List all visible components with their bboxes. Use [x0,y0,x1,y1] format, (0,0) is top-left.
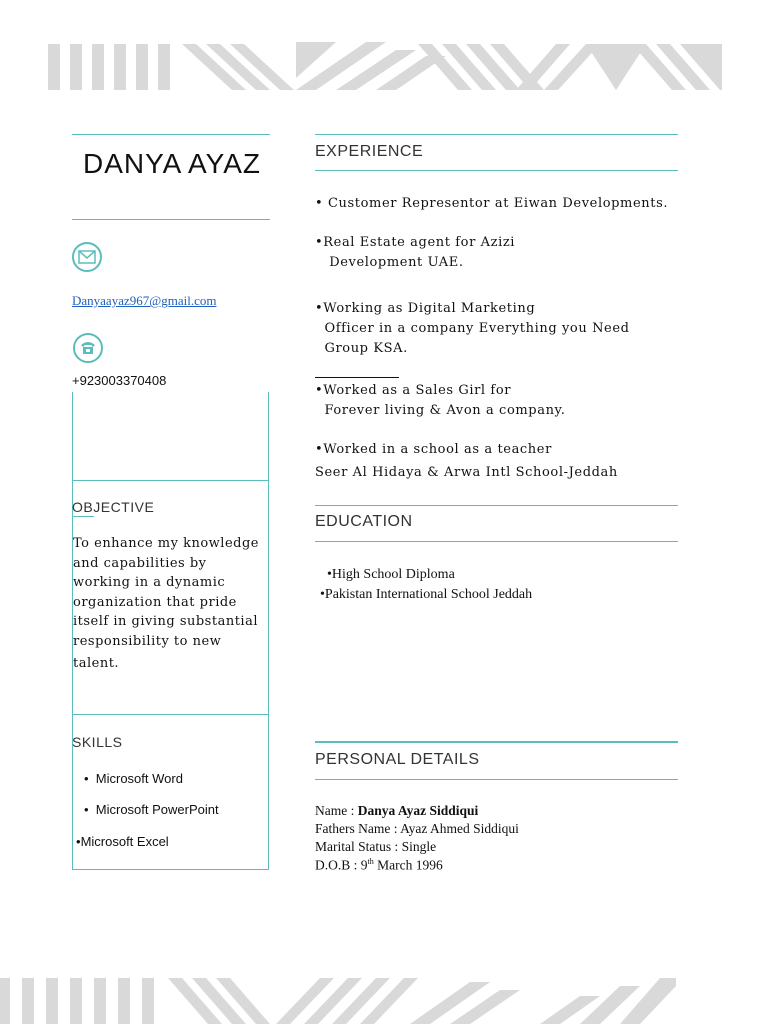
education-item: •High School Diploma [327,567,455,582]
personal-details-top-rule [315,741,678,743]
education-bottom-rule [315,541,678,542]
experience-separator [315,377,399,378]
objective-text [73,534,268,673]
experience-line: •Real Estate agent for Azizi [315,235,516,250]
personal-marital-row [315,839,436,855]
left-name-rule [72,219,270,220]
experience-line: Development UAE. [315,255,464,270]
bottom-pattern-banner [0,976,676,1024]
personal-name-row [315,803,478,819]
left-box-bottom-border [72,869,269,870]
skill-label: Microsoft Word [95,771,183,786]
objective-line: organization that pride [73,594,237,610]
skill-item: • Microsoft Word [84,771,183,786]
personal-details-heading: PERSONAL DETAILS [315,751,480,768]
personal-father-row [315,821,519,837]
skills-heading: SKILLS [72,734,123,750]
skill-item: • Microsoft PowerPoint [84,802,219,817]
personal-marital-value: Single [401,839,437,854]
experience-line: Seer Al Hidaya & Arwa Intl School-Jeddah [315,465,618,480]
experience-line: •Worked in a school as a teacher [315,442,552,457]
telephone-icon [73,333,103,363]
skill-label: Microsoft PowerPoint [95,802,219,817]
personal-marital-label: Marital Status : [315,839,402,854]
personal-dob-suffix: th [367,857,374,866]
personal-dob-rest: March 1996 [373,857,443,873]
experience-line: •Worked as a Sales Girl for [315,383,512,398]
education-heading: EDUCATION [315,513,413,530]
skills-divider [72,714,269,715]
education-item: •Pakistan International School Jeddah [320,587,533,602]
email-link[interactable]: Danyaayaz967@gmail.com [72,293,217,308]
personal-father-label: Fathers Name : [315,821,401,836]
objective-line: itself in giving substantial [73,614,258,630]
left-top-rule [72,134,270,135]
experience-line: • Customer Representor at Eiwan Developments. [315,196,669,211]
experience-line: Group KSA. [315,341,408,356]
objective-line: responsibility to new [73,633,222,649]
objective-line: and capabilities by [73,555,207,571]
objective-heading-underline [72,516,94,517]
experience-line: Officer in a company Everything you Need [315,321,630,336]
objective-divider [72,480,269,481]
objective-line: working in a dynamic [73,575,226,591]
personal-dob-day: 9 [360,857,368,873]
experience-line: •Working as Digital Marketing [315,301,536,316]
objective-line: To enhance my knowledge [73,536,259,551]
personal-dob-label: D.O.B : [315,857,361,873]
candidate-name: DANYA AYAZ [82,148,262,179]
personal-father-value: Ayaz Ahmed Siddiqui [400,821,519,836]
objective-line: talent. [73,655,120,671]
experience-line: Forever living & Avon a company. [315,403,566,418]
top-pattern-banner [46,42,722,90]
skill-item: •Microsoft Excel [76,834,169,849]
envelope-icon [72,242,102,272]
objective-heading: OBJECTIVE [72,499,155,515]
education-top-rule [315,505,678,506]
experience-heading: EXPERIENCE [315,143,424,160]
personal-name-value: Danya Ayaz Siddiqui [357,803,479,818]
experience-top-rule [315,134,678,135]
personal-details-bottom-rule [315,779,678,780]
experience-bottom-rule [315,170,678,171]
left-box-right-border [268,392,269,870]
phone-number: +923003370408 [72,373,167,388]
skill-label: Microsoft Excel [80,834,169,849]
personal-name-label: Name : [315,803,358,818]
personal-dob-row [315,857,443,874]
